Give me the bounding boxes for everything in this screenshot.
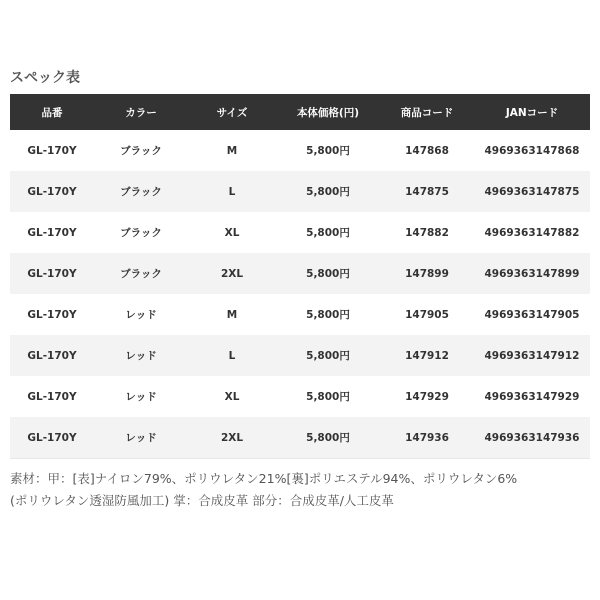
cell-size: XL [188, 212, 276, 253]
cell-price: 5,800円 [276, 294, 380, 335]
cell-part-number: GL-170Y [10, 417, 94, 459]
cell-product-code: 147882 [380, 212, 474, 253]
table-row [10, 253, 590, 294]
header-part-number: 品番 [10, 94, 94, 130]
cell-product-code: 147936 [380, 417, 474, 459]
materials-note [10, 468, 590, 512]
table-row [10, 294, 590, 335]
cell-product-code: 147899 [380, 253, 474, 294]
cell-jan-code: 4969363147912 [474, 335, 590, 376]
cell-price: 5,800円 [276, 212, 380, 253]
cell-size: XL [188, 376, 276, 417]
cell-part-number: GL-170Y [10, 130, 94, 171]
cell-part-number: GL-170Y [10, 376, 94, 417]
cell-product-code: 147905 [380, 294, 474, 335]
cell-jan-code: 4969363147875 [474, 171, 590, 212]
cell-jan-code: 4969363147929 [474, 376, 590, 417]
header-color: カラー [94, 94, 188, 130]
cell-color: レッド [94, 417, 188, 459]
cell-price: 5,800円 [276, 417, 380, 459]
cell-part-number: GL-170Y [10, 335, 94, 376]
table-row [10, 376, 590, 417]
cell-jan-code: 4969363147936 [474, 417, 590, 459]
cell-color: レッド [94, 335, 188, 376]
cell-price: 5,800円 [276, 335, 380, 376]
cell-jan-code: 4969363147868 [474, 130, 590, 171]
cell-part-number: GL-170Y [10, 171, 94, 212]
cell-color: ブラック [94, 253, 188, 294]
spec-table [10, 94, 590, 459]
table-row [10, 212, 590, 253]
header-price: 本体価格(円) [276, 94, 380, 130]
materials-line: (ポリウレタン透湿防風加工) 掌：合成皮革 部分：合成皮革/人工皮革 [10, 493, 394, 508]
cell-product-code: 147875 [380, 171, 474, 212]
table-row [10, 130, 590, 171]
cell-product-code: 147912 [380, 335, 474, 376]
header-jan-code: JANコード [474, 94, 590, 130]
cell-size: L [188, 171, 276, 212]
cell-jan-code: 4969363147905 [474, 294, 590, 335]
page-title: スペック表 [10, 70, 80, 86]
cell-color: レッド [94, 376, 188, 417]
cell-size: L [188, 335, 276, 376]
cell-price: 5,800円 [276, 171, 380, 212]
cell-product-code: 147929 [380, 376, 474, 417]
cell-product-code: 147868 [380, 130, 474, 171]
cell-price: 5,800円 [276, 376, 380, 417]
table-row [10, 171, 590, 212]
cell-price: 5,800円 [276, 130, 380, 171]
cell-price: 5,800円 [276, 253, 380, 294]
header-product-code: 商品コード [380, 94, 474, 130]
cell-part-number: GL-170Y [10, 253, 94, 294]
cell-part-number: GL-170Y [10, 294, 94, 335]
cell-size: 2XL [188, 417, 276, 459]
cell-color: ブラック [94, 130, 188, 171]
header-size: サイズ [188, 94, 276, 130]
cell-color: ブラック [94, 171, 188, 212]
table-header-row [10, 94, 590, 130]
cell-jan-code: 4969363147882 [474, 212, 590, 253]
cell-color: ブラック [94, 212, 188, 253]
cell-size: M [188, 294, 276, 335]
table-row [10, 417, 590, 459]
cell-color: レッド [94, 294, 188, 335]
cell-jan-code: 4969363147899 [474, 253, 590, 294]
cell-size: 2XL [188, 253, 276, 294]
materials-line: 素材：甲：[表]ナイロン79%、ポリウレタン21%[裏]ポリエステル94%、ポリウレタン6% [10, 471, 518, 486]
cell-part-number: GL-170Y [10, 212, 94, 253]
cell-size: M [188, 130, 276, 171]
table-row [10, 335, 590, 376]
